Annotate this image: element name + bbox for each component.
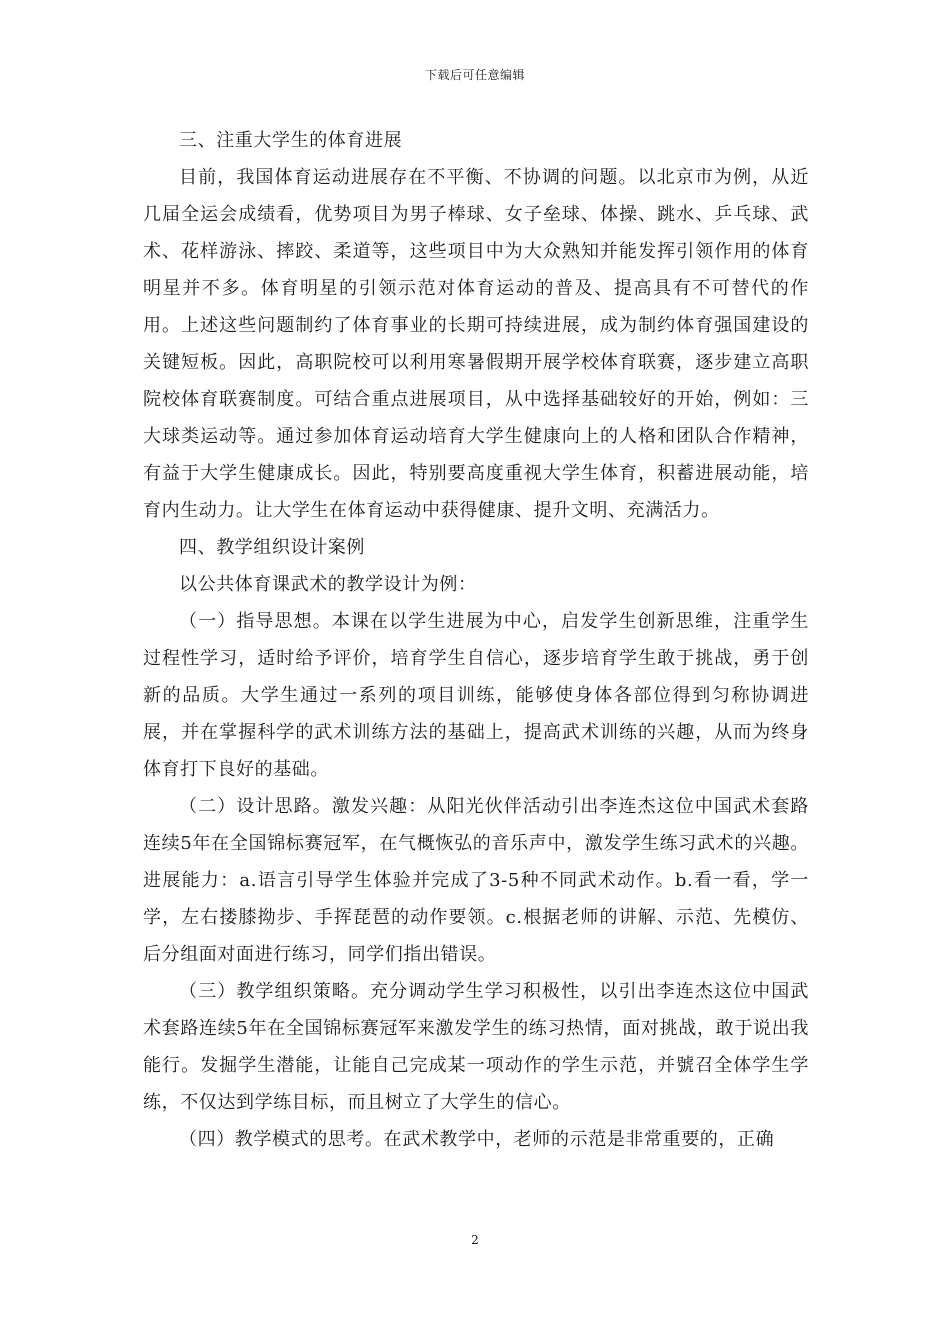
paragraph-design-idea: （二）设计思路。激发兴趣：从阳光伙伴活动引出李连杰这位中国武术套路连续5年在全国锦标赛冠军，在气概恢弘的音乐声中，激发学生练习武术的兴趣。进展能力：a.语言引导学生体验并完成了3-5种不同武术动作。b.看一看，学一学，左右搂膝拗步、手挥琵琶的动作要领。c.根据老师的讲解、示范、先模仿、后分组面对面进行练习，同学们指出错误。 — [143, 796, 809, 965]
paragraph-organization-strategy: （三）教学组织策略。充分调动学生学习积极性，以引出李连杰这位中国武术套路连续5年在全国锦标赛冠军来激发学生的练习热情，面对挑战，敢于说出我能行。发掘学生潜能，让能自己完成某一项动作的学生示范，并號召全体学生学练，不仅达到学练目标，而且树立了大学生的信心。 — [143, 981, 809, 1113]
paragraph-teaching-mode: （四）教学模式的思考。在武术教学中，老师的示范是非常重要的，正确 — [179, 1129, 775, 1150]
page-number: 2 — [471, 1233, 479, 1247]
section-intro: 以公共体育课武术的教学设计为例： — [179, 574, 477, 595]
section-heading-4: 四、教学组织设计案例 — [179, 537, 365, 558]
section-heading-3: 三、注重大学生的体育进展 — [179, 130, 403, 151]
document-body — [143, 122, 809, 1158]
paragraph-guiding-thought: （一）指导思想。本课在以学生进展为中心，启发学生创新思维，注重学生过程性学习，适时给予评价，培育学生自信心，逐步培育学生敢于挑战，勇于创新的品质。大学生通过一系列的项目训练，能够使身体各部位得到匀称协调进展，并在掌握科学的武术训练方法的基础上，提高武术训练的兴趣，从而为终身体育打下良好的基础。 — [143, 611, 809, 780]
page-header: 下载后可任意编辑 — [424, 68, 525, 82]
paragraph: 目前，我国体育运动进展存在不平衡、不协调的问题。以北京市为例，从近几届全运会成绩看，优势项目为男子棒球、女子垒球、体操、跳水、乒乓球、武术、花样游泳、摔跤、柔道等，这些项目中为大众熟知并能发挥引领作用的体育明星并不多。体育明星的引领示范对体育运动的普及、提高具有不可替代的作用。上述这些问题制约了体育事业的长期可持续进展，成为制约体育强国建设的关键短板。因此，高职院校可以利用寒暑假期开展学校体育联赛，逐步建立高职院校体育联赛制度。可结合重点进展项目，从中选择基础较好的开始，例如：三大球类运动等。通过参加体育运动培育大学生健康向上的人格和团队合作精神，有益于大学生健康成长。因此，特别要高度重视大学生体育，积蓄进展动能，培育内生动力。让大学生在体育运动中获得健康、提升文明、充满活力。 — [143, 167, 809, 521]
